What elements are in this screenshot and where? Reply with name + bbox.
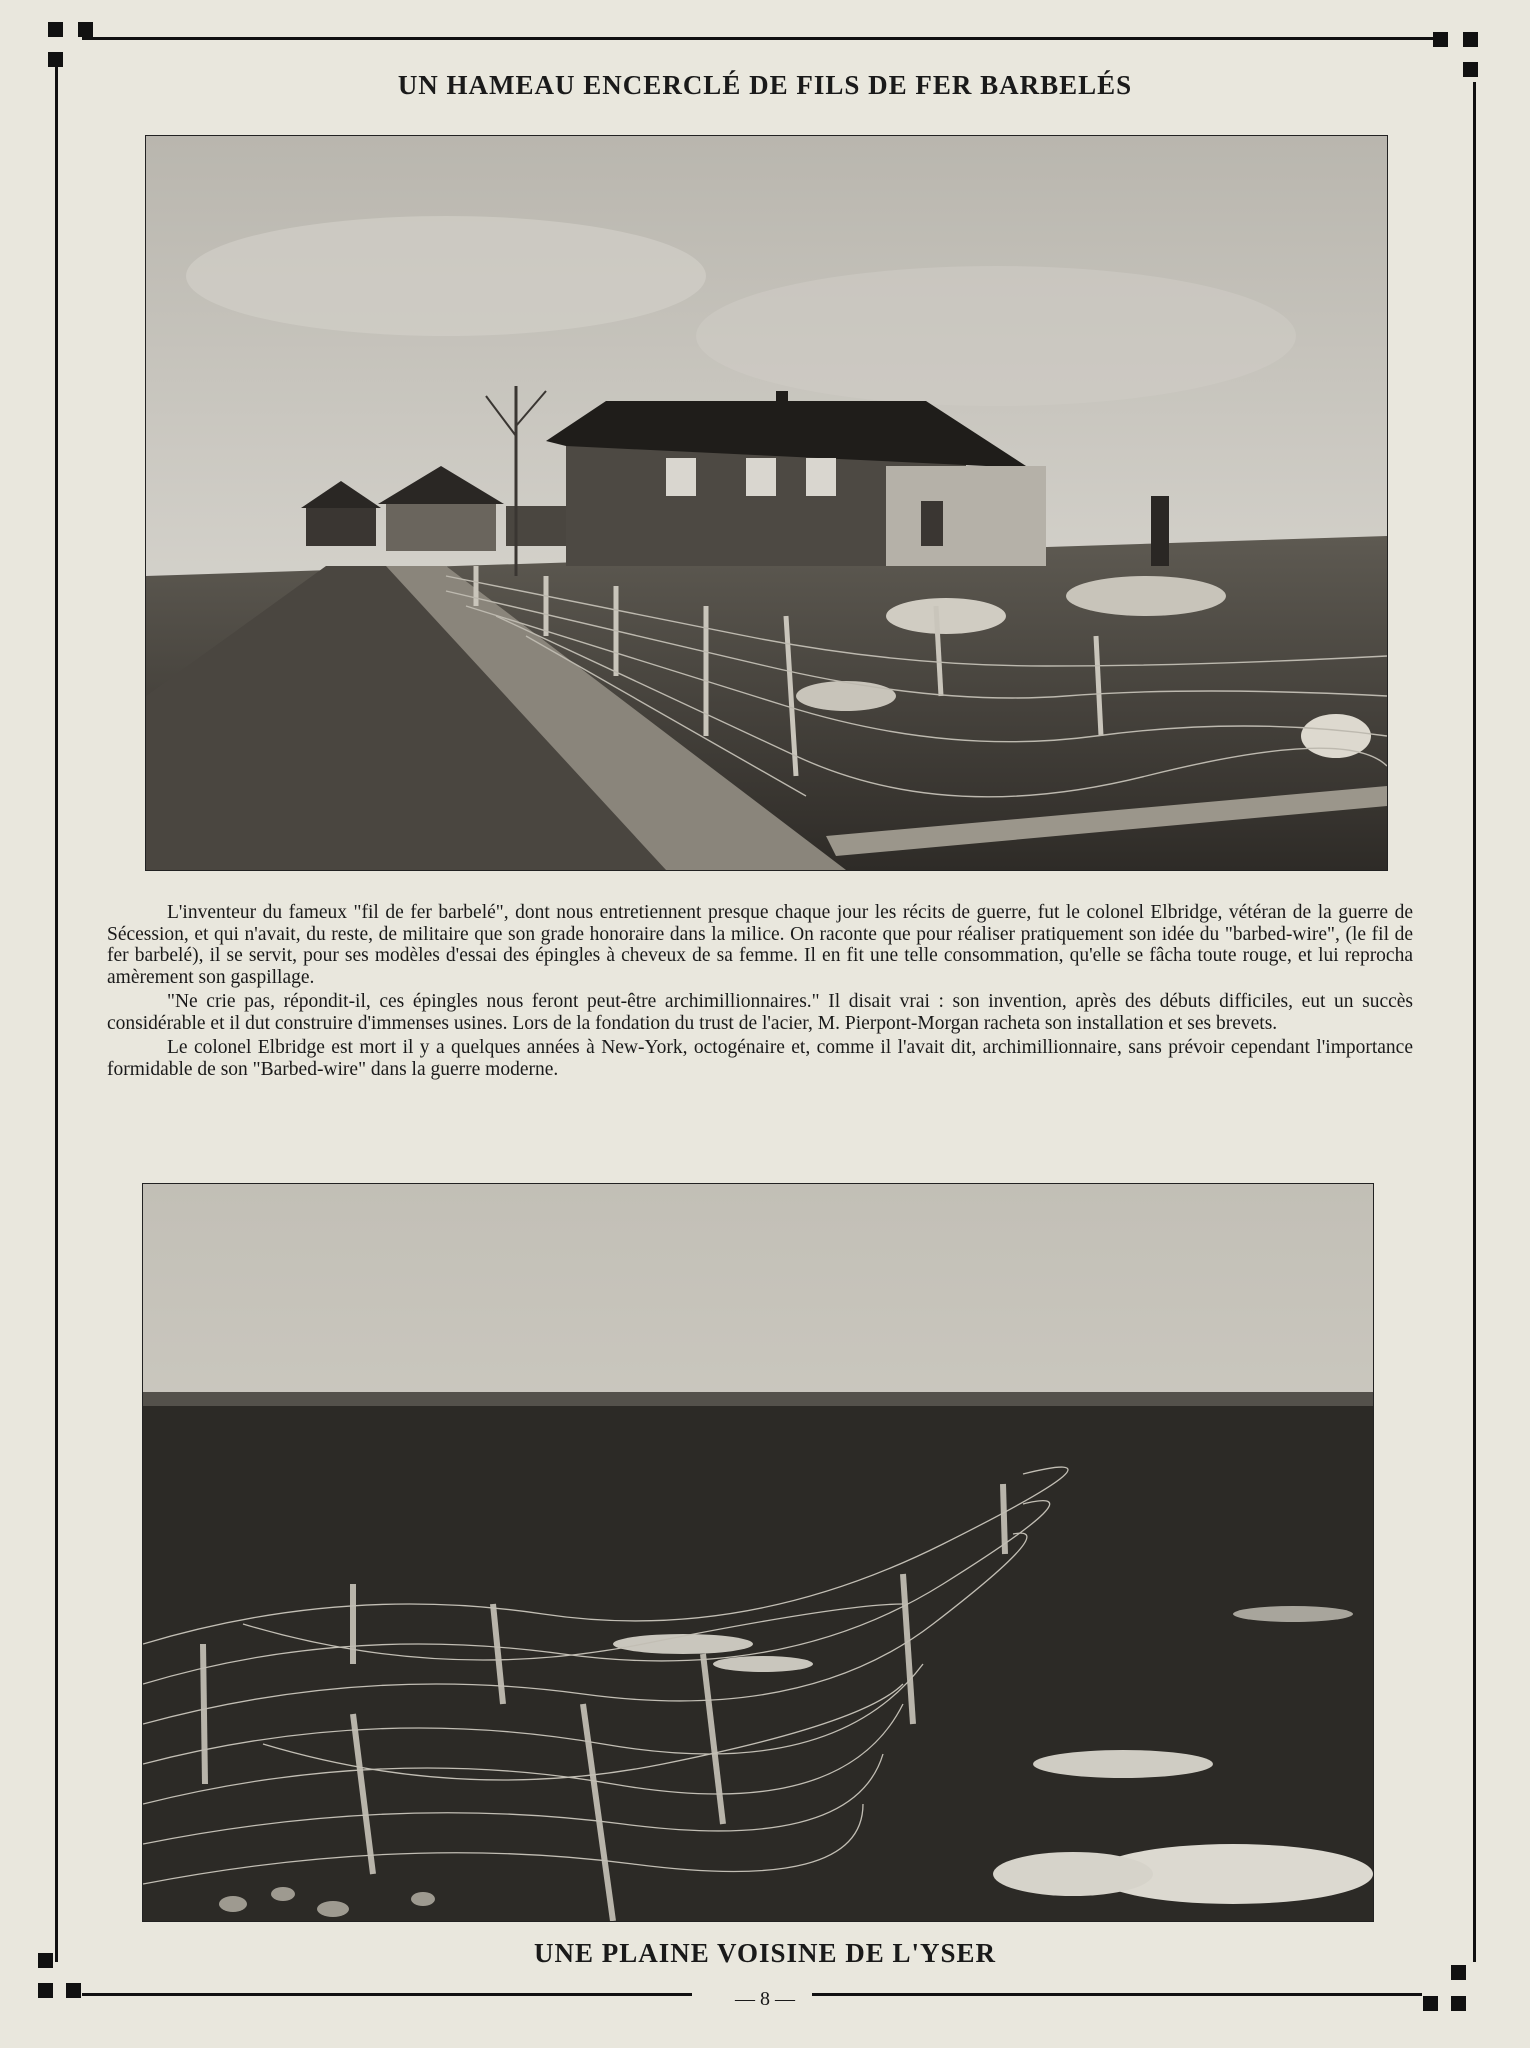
photo-caption: UNE PLAINE VOISINE DE L'YSER [533, 1938, 997, 1968]
hamlet-photo-image [146, 136, 1387, 870]
yser-plain-photo-image [143, 1184, 1373, 1921]
article-paragraph: L'inventeur du fameux "fil de fer barbelé", dont nous entretiennent presque chaque jour les récits de guerre, fut le colonel Elbridge, vétéran de la guerre de Sécession, et qui n'avait, du reste, de militaire que son grade honoraire dans la milice. On raconte que pour réaliser pratiquement son idée du "barbed-wire", (le fil de fer barbelé), il se servit, pour ses modèles d'essai des épingles à cheveux de sa femme. Il en fit une telle consommation, qu'elle se fâcha toute rouge, et lui reprocha amèrement son gaspillage. [107, 902, 1413, 988]
page-number: — 8 — [735, 1988, 795, 2010]
yser-plain-photo [142, 1183, 1374, 1922]
article-paragraph: "Ne crie pas, répondit-il, ces épingles nous feront peut-être archimillionnaires." Il disait vrai : son invention, après des débuts difficiles, eut un succès considérable et il dut construire d'immenses usines. Lors de la fondation du trust de l'acier, M. Pierpont-Morgan racheta son installation et ses brevets. [107, 991, 1413, 1034]
corner-ornament [1463, 32, 1478, 47]
hamlet-photo [145, 135, 1388, 871]
corner-ornament [48, 22, 63, 37]
article-paragraph: Le colonel Elbridge est mort il y a quelques années à New-York, octogénaire et, comme il l'avait dit, archimillionnaire, sans prévoir cependant l'importance formidable de son "Barbed-wire" dans la guerre moderne. [107, 1037, 1413, 1080]
page-title: UN HAMEAU ENCERCLÉ DE FILS DE FER BARBELÉS [397, 70, 1133, 100]
corner-ornament [78, 22, 93, 37]
corner-ornament [1433, 32, 1448, 47]
corner-ornament [48, 52, 63, 67]
border-top-rule [82, 37, 1437, 40]
border-left-rule [55, 62, 58, 1962]
border-right-rule [1473, 82, 1476, 1962]
article-body [107, 902, 1413, 1083]
